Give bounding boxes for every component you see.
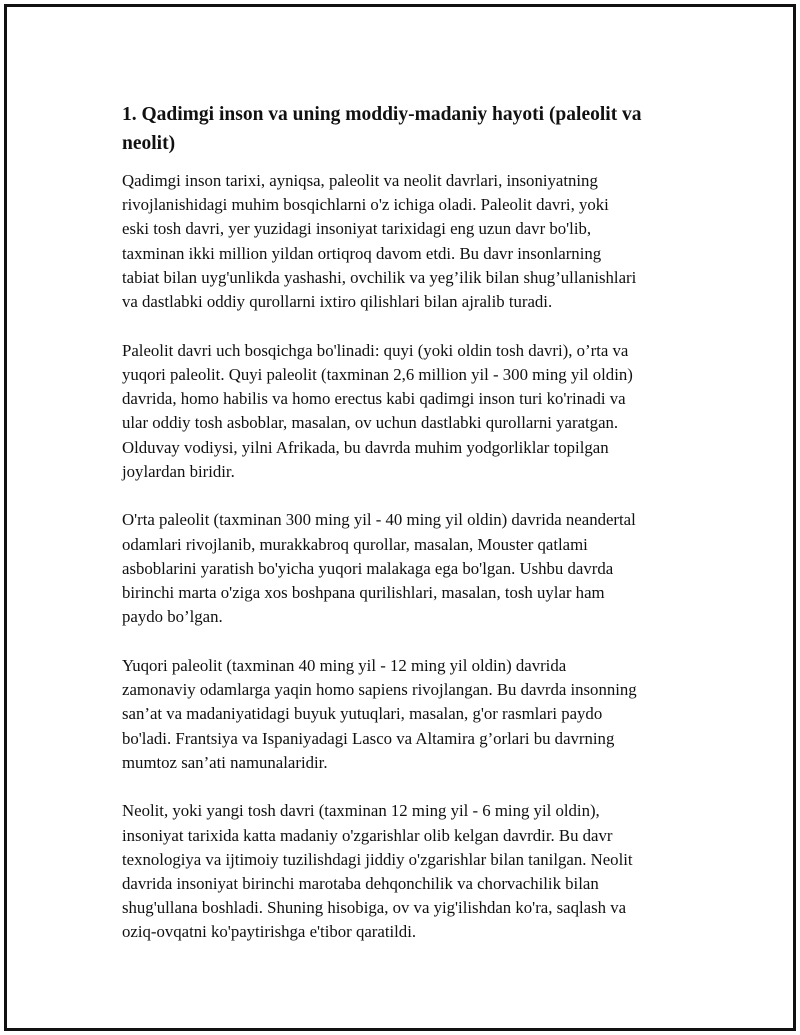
paragraph-lower-paleolithic: Paleolit davri uch bosqichga bo'linadi: quyi (yoki oldin tosh davri), o’rta va yuqori paleolit. Quyi paleolit (taxminan 2,6 million yil - 300 ming yil oldin) davrida, homo habilis va homo erectus kabi qadimgi inson turi ko'rinadi va ular oddiy tosh asboblar, masalan, ov uchun dastlabki qurollarni yaratgan. Olduvay vodiysi, yilni Afrikada, bu davrda muhim yodgorliklar topilgan joylardan biridir. [122, 340, 633, 481]
section-heading: 1. Qadimgi inson va uning moddiy-madaniy hayoti (paleolit va neolit) [122, 104, 642, 154]
paragraph-upper-paleolithic: Yuqori paleolit (taxminan 40 ming yil - 12 ming yil oldin) davrida zamonaviy odamlarga yaqin homo sapiens rivojlangan. Bu davrda insonning san’at va madaniyatidagi buyuk yutuqlari, masalan, g'or rasmlari paydo bo'ladi. Frantsiya va Ispaniyadagi Lasco va Altamira g’orlari bu davrning mumtoz san’ati namunalaridir. [122, 655, 637, 772]
paragraph-middle-paleolithic: O'rta paleolit (taxminan 300 ming yil - 40 ming yil oldin) davrida neandertal odamlari rivojlanib, murakkabroq qurollar, masalan, Mouster qatlami asboblarini yaratish bo'yicha yuqori malakaga ega bo'lgan. Ushbu davrda birinchi marta o'ziga xos boshpana qurilishlari, masalan, tosh uylar ham paydo bo’lgan. [122, 510, 636, 627]
paragraph-neolithic: Neolit, yoki yangi tosh davri (taxminan 12 ming yil - 6 ming yil oldin), insoniyat tarixida katta madaniy o'zgarishlar olib kelgan davrdir. Bu davr texnologiya va ijtimoiy tuzilishdagi jiddiy o'zgarishlar bilan tanilgan. Neolit davrida insoniyat birinchi marotaba dehqonchilik va chorvachilik bilan shug'ullana boshladi. Shuning hisobiga, ov va yig'ilishdan ko'ra, saqlash va oziq-ovqatni ko'paytirishga e'tibor qaratildi. [122, 801, 633, 942]
page-border [4, 4, 796, 1031]
paragraph-intro: Qadimgi inson tarixi, ayniqsa, paleolit va neolit davrlari, insoniyatning rivojlanishidagi muhim bosqichlarni o'z ichiga oladi. Paleolit davri, yoki eski tosh davri, yer yuzidagi insoniyat tarixidagi eng uzun davr bo'lib, taxminan ikki million yildan ortiqroq davom etdi. Bu davr insonlarning tabiat bilan uyg'unlikda yashashi, ovchilik va yeg’ilik bilan shug’ullanishlari va dastlabki oddiy qurollarni ixtiro qilishlari bilan ajralib turadi. [122, 171, 637, 312]
document-body [122, 100, 692, 969]
